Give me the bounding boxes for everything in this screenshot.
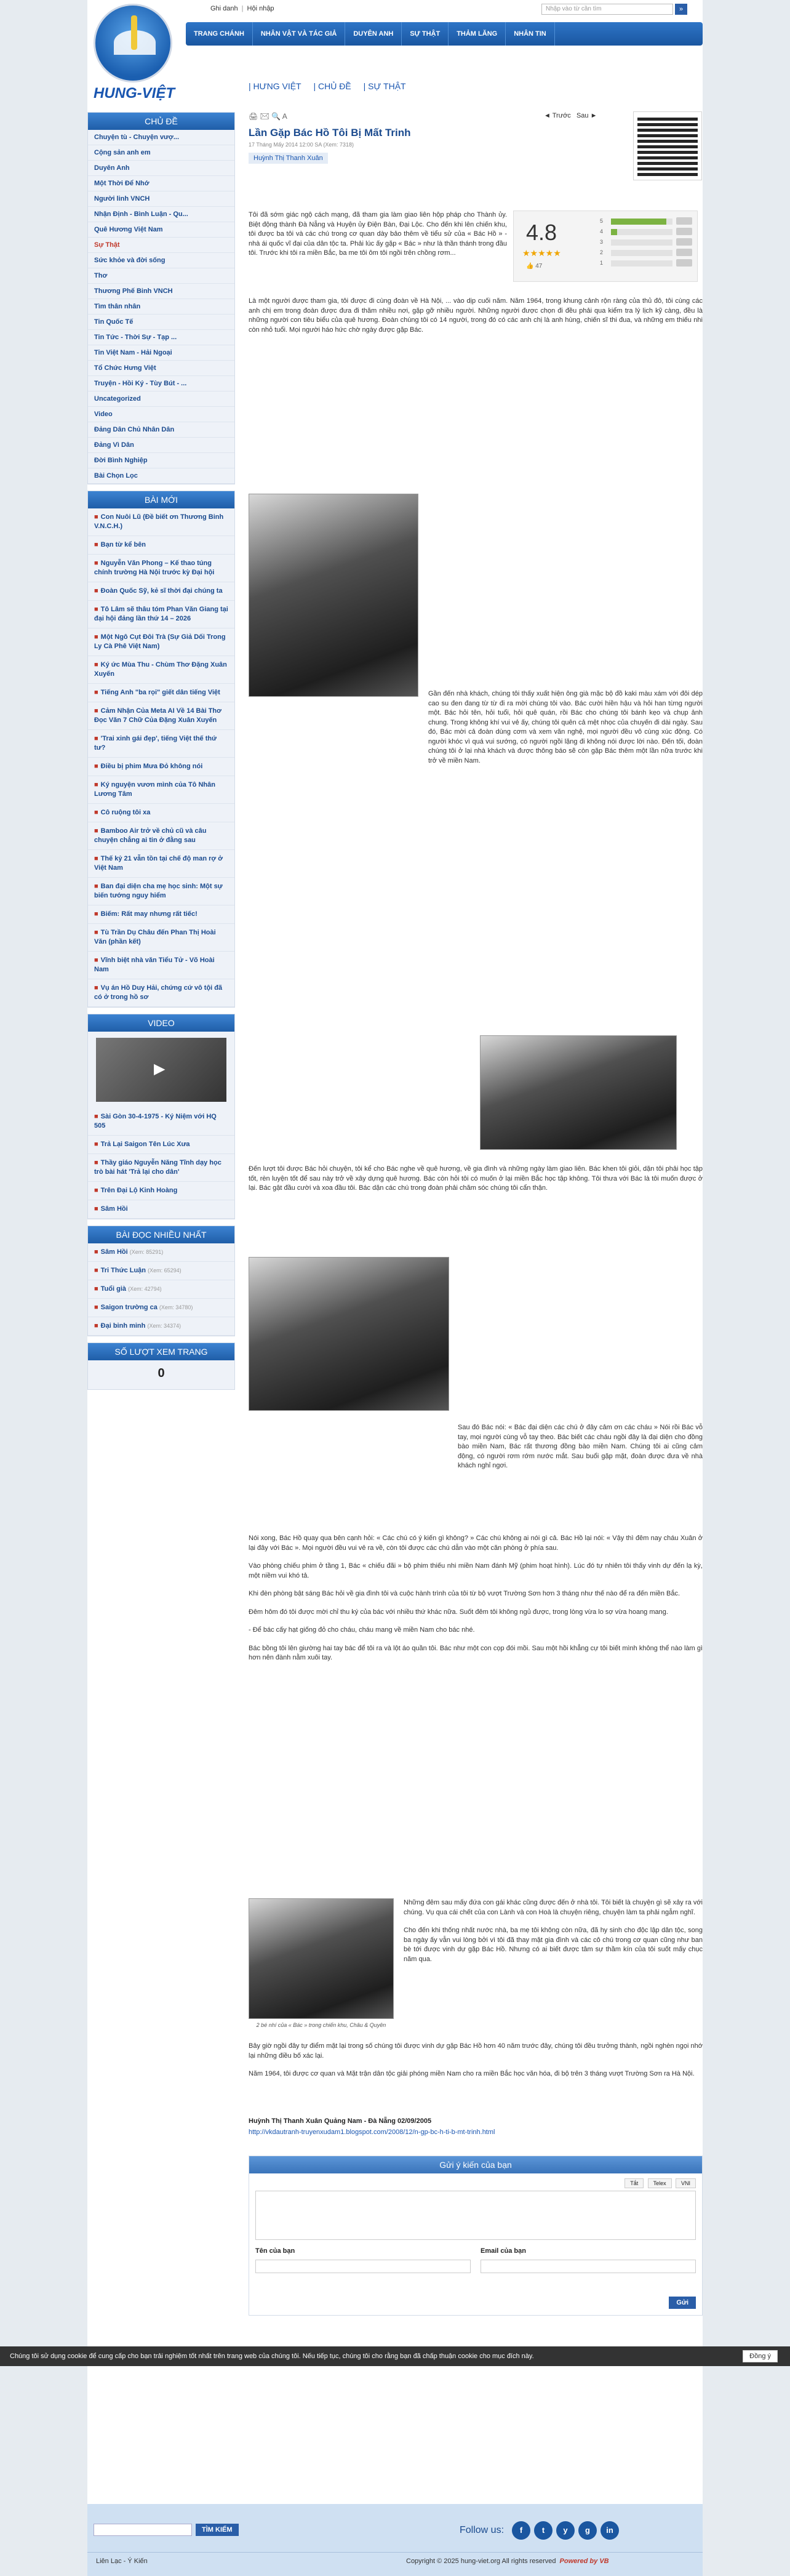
- sidebar-topic[interactable]: Bài Chọn Lọc: [88, 468, 234, 484]
- new-post-item[interactable]: ■ Vĩnh biệt nhà văn Tiểu Tử - Võ Hoài Nam: [88, 952, 234, 979]
- new-post-item[interactable]: ■ Tù Trần Dụ Châu đến Phan Thị Hoài Văn (phần kết): [88, 924, 234, 952]
- photo-caption: 2 bé nhí của « Bác » trong chiến khu, Châu & Quyên: [256, 2022, 386, 2028]
- article-meta: 17 Tháng Mấy 2014 12:00 SA (Xem: 7318): [249, 142, 354, 148]
- name-field[interactable]: [255, 2260, 471, 2273]
- rating-count: 👍 47: [526, 263, 543, 270]
- sidebar-topic[interactable]: Uncategorized: [88, 391, 234, 407]
- new-post-item[interactable]: ■ Nguyễn Văn Phong – Kế thao túng chính trường Hà Nội trước kỳ Đại hội: [88, 555, 234, 582]
- source-author: Huỳnh Thị Thanh Xuân Quảng Nam - Đà Nẵng 02/09/2005: [249, 2117, 432, 2125]
- nav-home[interactable]: TRANG CHÁNH: [186, 22, 253, 46]
- new-post-item[interactable]: ■ Bạn từ kể bên: [88, 536, 234, 555]
- video-box: [87, 1014, 235, 1219]
- video-item[interactable]: ■ Sài Gòn 30-4-1975 - Ký Niệm với HQ 505: [88, 1108, 234, 1136]
- video-item[interactable]: ■ Trên Đại Lộ Kinh Hoàng: [88, 1182, 234, 1200]
- breadcrumb-item[interactable]: | SỰ THẬT: [363, 81, 406, 91]
- linkedin-icon[interactable]: in: [600, 2521, 619, 2540]
- sidebar-topic[interactable]: Một Thời Để Nhớ: [88, 176, 234, 191]
- new-post-item[interactable]: ■ Vụ án Hồ Duy Hải, chứng cứ vô tội đã có ở trong hồ sơ: [88, 979, 234, 1007]
- login-link[interactable]: Hội nhập: [247, 5, 274, 12]
- article-photo: [249, 494, 418, 697]
- article-paragraph: Là một người được tham gia, tôi được đi cùng đoàn về Hà Nội, ... vào dịp cuối năm. Năm 1964, trong khung cảnh rộn ràng của thủ đô, tôi cùng các anh chị em trong đoàn được đưa đi thăm nhiều nơi, gặp gỡ nhiều người. Những người được chọn đi đều phải qua kiểm tra lý lịch kỹ càng, đều là những người con tiêu biểu của quê hương. Đoàn chúng tôi có 14 người, trong đó có các anh chị là anh hùng, chiến sĩ thi đua, và những em thiếu nhi còn nhỏ tuổi. Mọi người háo hức chờ ngày được gặp Bác.: [249, 297, 703, 334]
- search-input[interactable]: Nhập vào từ cần tìm: [541, 4, 673, 15]
- bullet-icon: ■: [94, 560, 98, 567]
- new-post-item[interactable]: ■ Đoàn Quốc Sỹ, kẻ sĩ thời đại chúng ta: [88, 582, 234, 601]
- nav-messages[interactable]: NHÂN TIN: [506, 22, 555, 46]
- article-paragraph: Nói xong, Bác Hồ quay qua bên cạnh hỏi: « Các chú có ý kiến gì không? » Các chú không ai nói gì cả. Bác Hồ lại nói: « Vậy thì đêm nay cháu Xuân ở lại đây với Bác ». Mọi người đều vui vẻ ra về, còn tôi được các chú dẫn vào một căn phòng ở phía sau. Vào phòng chiếu phim ở tầng 1, Bác « chiếu đãi » bộ phim thiếu nhi miền Nam đánh Mỹ (phim hoạt hình). Lúc đó tự nhiên tôi thấy vinh dự đến lạ kỳ, một niềm vui khó tả. Khi đèn phòng bật sáng Bác hỏi về gia đình tôi và cuộc hành trình của tôi từ bộ vượt Trường Sơn hơn 3 tháng như thế nào để ra đến miền Bắc. Đêm hôm đó tôi được mời chỉ thu ký của bác với nhiều thứ khác nữa. Suốt đêm tôi không ngủ được, trong lòng vừa lo sợ vừa hoang mang. - Để bác cấy hạt giống đỏ cho cháu, cháu mang về miền Nam cho bác nhé. Bác bồng tôi lên giường hai tay bác để tôi ra và lột áo quần tôi. Bác như một con cọp đói mồi. Sau một hồi khẳng cự tôi biết mình không thể nào làm gì hơn nên đành nằm xuôi tay.: [249, 1535, 703, 1661]
- article-title: Lần Gặp Bác Hồ Tôi Bị Mất Trinh: [249, 127, 411, 138]
- email-label: Email của bạn: [481, 2247, 526, 2255]
- popular-item[interactable]: ■ Tuổi già (Xem: 42794): [88, 1280, 234, 1299]
- google-icon[interactable]: g: [578, 2521, 597, 2540]
- new-post-item[interactable]: ■ Cảm Nhận Của Meta AI Về 14 Bài Thơ Đọc Văn 7 Chữ Của Đặng Xuân Xuyến: [88, 702, 234, 730]
- bullet-icon: ■: [94, 929, 98, 936]
- sidebar-topic[interactable]: Quê Hương Việt Nam: [88, 222, 234, 238]
- footer-search-button[interactable]: TÌM KIẾM: [196, 2524, 239, 2536]
- video-thumbnail[interactable]: [96, 1038, 226, 1102]
- popular-item[interactable]: ■ Saigon trường ca (Xem: 34780): [88, 1299, 234, 1317]
- breadcrumb-item[interactable]: | HƯNG VIỆT: [249, 81, 301, 91]
- article-paragraph: Đến lượt tôi được Bác hỏi chuyện, tôi kể cho Bác nghe về quê hương, về gia đình và những ngày làm giao liên. Bác khen tôi giỏi, dặn tôi phải học tập tốt, rèn luyện tốt để sau này trở về xây dựng quê hương. Bác còn hỏi tôi có muốn ở lại miền Bắc học tập không. Tôi thưa với Bác là tôi muốn được ở lại. Bác gật đầu cười và xoa đầu tôi. Bác dặn các chú trong đoàn phải chăm sóc chúng tôi cẩn thận.: [249, 1165, 703, 1192]
- bullet-icon: ■: [94, 883, 98, 890]
- bullet-icon: ■: [94, 541, 98, 548]
- bullet-icon: ■: [94, 984, 98, 992]
- register-link[interactable]: Ghi danh: [210, 5, 238, 12]
- sidebar: [87, 112, 235, 1396]
- new-post-item[interactable]: ■ Biếm: Rất may nhưng rất tiếc!: [88, 905, 234, 924]
- cookie-text: Chúng tôi sử dụng cookie để cung cấp cho bạn trải nghiệm tốt nhất trên trang web của chúng tôi. Nếu tiếp tục, chúng tôi cho rằng bạn đã chấp thuận cookie cho mục đích này.: [10, 2353, 534, 2360]
- rate-button[interactable]: [676, 238, 692, 246]
- popular-item[interactable]: ■ Tri Thức Luận (Xem: 65294): [88, 1262, 234, 1280]
- rating-stars[interactable]: ★★★★★: [522, 248, 561, 258]
- sidebar-topic[interactable]: Sức khỏe và đời sống: [88, 253, 234, 268]
- copyright: Copyright © 2025 hung-viet.org All rights reserved Powered by VB: [406, 2558, 609, 2565]
- topics-title: CHỦ ĐỀ: [88, 113, 234, 130]
- new-post-item[interactable]: ■ Một Ngô Cụt Đôi Trà (Sự Giả Dối Trong Ly Cà Phê Việt Nam): [88, 628, 234, 656]
- source-link[interactable]: http://vkdautranh-truyenxudam1.blogspot.com/2008/12/n-gp-bc-h-ti-b-mt-trinh.html: [249, 2129, 495, 2136]
- nav-truth[interactable]: SỰ THẬT: [402, 22, 449, 46]
- next-article-link[interactable]: Sau ►: [576, 112, 597, 119]
- new-post-item[interactable]: ■ Con Nuôi Lũ (Đề biết ơn Thương Binh V.N.C.H.): [88, 508, 234, 536]
- sidebar-topic[interactable]: Tổ Chức Hưng Việt: [88, 361, 234, 376]
- sidebar-topic[interactable]: Người linh VNCH: [88, 191, 234, 207]
- bullet-icon: ■: [94, 809, 98, 816]
- bullet-icon: ■: [94, 1159, 98, 1166]
- topics-menu: [88, 130, 234, 484]
- nav-duyen-anh[interactable]: DUYÊN ANH: [345, 22, 402, 46]
- nav-characters[interactable]: NHÂN VẬT VÀ TÁC GIẢ: [253, 22, 345, 46]
- video-item[interactable]: ■ Trả Lại Saigon Tên Lúc Xưa: [88, 1136, 234, 1154]
- top-links: Ghi danh | Hội nhập: [210, 5, 274, 12]
- topics-box: [87, 112, 235, 484]
- page: [87, 0, 703, 2576]
- sidebar-topic[interactable]: Đời Bình Nghiệp: [88, 453, 234, 468]
- sidebar-topic[interactable]: Thương Phế Binh VNCH: [88, 284, 234, 299]
- bullet-icon: ■: [94, 827, 98, 835]
- new-post-item[interactable]: ■ Điều bị phim Mưa Đỏ không nói: [88, 758, 234, 776]
- sidebar-topic[interactable]: Tin Quốc Tế: [88, 315, 234, 330]
- bullet-icon: ■: [94, 1267, 98, 1274]
- rating-bar: 3: [600, 238, 692, 247]
- bullet-icon: ■: [94, 707, 98, 715]
- nav-massacre[interactable]: THẢM LĂNG: [449, 22, 506, 46]
- footer-search-input[interactable]: [94, 2524, 192, 2536]
- new-post-item[interactable]: ■ 'Trai xinh gái đẹp', tiếng Việt thế thứ tư?: [88, 730, 234, 758]
- search-button[interactable]: »: [675, 4, 687, 15]
- twitter-icon[interactable]: t: [534, 2521, 553, 2540]
- input-off-button[interactable]: Tắt: [624, 2178, 644, 2188]
- popular-title: BÀI ĐỌC NHIỀU NHẤT: [88, 1226, 234, 1243]
- article-pager: [544, 112, 597, 119]
- logo-text: HUNG-VIỆT: [94, 85, 175, 102]
- rate-button[interactable]: [676, 228, 692, 235]
- article-tools[interactable]: 🖨 ✉ 🔍 A: [249, 112, 287, 121]
- rating-bars: [600, 217, 692, 270]
- popular-item[interactable]: ■ Sâm Hồi (Xem: 85291): [88, 1243, 234, 1262]
- rating-bar: 2: [600, 249, 692, 257]
- sidebar-topic[interactable]: Chuyện tù - Chuyện vượ...: [88, 130, 234, 145]
- bullet-icon: ■: [94, 606, 98, 613]
- article-paragraph: Tôi đã sớm giác ngộ cách mạng, đã tham gia làm giao liên hộp pháp cho Thành ủy. Biệt động thành Đà Nẵng và Huyện ủy Điện Bàn, Đại Lộc. Cho đến khi lên chiến khu, tôi được ba tôi và các chú trong cơ quan dày bảo thêm về tiểu sử của « Bác Hồ » - nhà ái quốc vĩ đại của dân tộc ta. Phải lúc ấy gặp « Bác » như là thần thánh trong đầu tôi. Trước khi tôi ra miền Bắc, ba me tôi ôm tôi ngồi trên chồng rơm...: [249, 211, 507, 257]
- footer: [87, 2504, 703, 2576]
- article-paragraph: Sau đó Bác nói: « Bác đại diện các chú ở đây cảm ơn các cháu » Nói rồi Bác vỗ tay, mọi người cùng vỗ tay theo. Bác biết các cháu ngồi đây là đại diện cho đồng bào miền Nam, Bác rất thương đồng bào miền Nam. Chúng tôi ai cũng cảm động, có người rơm rớm nước mắt. Sau buổi gặp mặt, đoàn được đưa về nhà khách nghỉ ngơi.: [458, 1424, 703, 1469]
- sidebar-topic[interactable]: Truyện - Hồi Ký - Tùy Bút - ...: [88, 376, 234, 391]
- bullet-icon: ■: [94, 633, 98, 641]
- rating-score: 4.8: [526, 220, 557, 245]
- new-post-item[interactable]: ■ Tiếng Anh "ba rọi" giết dân tiếng Việt: [88, 684, 234, 702]
- author-link[interactable]: Huỳnh Thị Thanh Xuân: [249, 153, 328, 164]
- new-posts-list: [88, 508, 234, 1007]
- sidebar-topic[interactable]: Sự Thật: [88, 238, 234, 253]
- input-vni-button[interactable]: VNI: [676, 2178, 696, 2188]
- article-source: [249, 2117, 495, 2136]
- rate-button[interactable]: [676, 249, 692, 256]
- bullet-icon: ■: [94, 1113, 98, 1120]
- bullet-icon: ■: [94, 587, 98, 595]
- prev-article-link[interactable]: ◄ Trước: [544, 112, 571, 119]
- bullet-icon: ■: [94, 763, 98, 770]
- bullet-icon: ■: [94, 689, 98, 696]
- breadcrumb-item[interactable]: | CHỦ ĐỀ: [313, 81, 351, 91]
- bullet-icon: ■: [94, 735, 98, 742]
- input-method-toolbar: [623, 2178, 696, 2188]
- video-title: VIDEO: [88, 1014, 234, 1032]
- visitors-title: SỐ LƯỢT XEM TRANG: [88, 1343, 234, 1360]
- sidebar-topic[interactable]: Video: [88, 407, 234, 422]
- sidebar-topic[interactable]: Thơ: [88, 268, 234, 284]
- bullet-icon: ■: [94, 661, 98, 668]
- input-telex-button[interactable]: Telex: [648, 2178, 672, 2188]
- popular-box: [87, 1226, 235, 1336]
- popular-list: [88, 1243, 234, 1336]
- video-item[interactable]: ■ Sâm Hồi: [88, 1200, 234, 1219]
- article-photo: [249, 1898, 394, 2028]
- main-nav: [186, 22, 703, 46]
- new-post-item[interactable]: ■ Thế kỷ 21 vẫn tồn tại chế độ man rợ ở Việt Nam: [88, 850, 234, 878]
- new-post-item[interactable]: ■ Ban đại diện cha mẹ học sinh: Một sự biến tướng nguy hiểm: [88, 878, 234, 905]
- powered-by-logo: Powered by VB: [559, 2558, 609, 2565]
- bullet-icon: ■: [94, 957, 98, 964]
- visitors-box: [87, 1342, 235, 1390]
- sidebar-topic[interactable]: Cộng sản anh em: [88, 145, 234, 161]
- bullet-icon: ■: [94, 1187, 98, 1194]
- article-photo: [480, 1035, 677, 1150]
- visitor-counter: 0: [158, 1366, 165, 1380]
- site-logo[interactable]: [87, 0, 180, 110]
- logo-emblem-icon: [94, 4, 172, 82]
- article-photo: [249, 1257, 449, 1411]
- comment-textarea[interactable]: [255, 2191, 696, 2240]
- sidebar-topic[interactable]: Đảng Dân Chủ Nhân Dân: [88, 422, 234, 438]
- rate-button[interactable]: [676, 259, 692, 267]
- sidebar-topic[interactable]: Tìm thân nhân: [88, 299, 234, 315]
- sidebar-topic[interactable]: Nhận Định - Bình Luận - Qu...: [88, 207, 234, 222]
- new-post-item[interactable]: ■ Cô ruộng tôi xa: [88, 804, 234, 822]
- bullet-icon: ■: [94, 1304, 98, 1311]
- bullet-icon: ■: [94, 781, 98, 788]
- bullet-icon: ■: [94, 1285, 98, 1293]
- youtube-icon[interactable]: y: [556, 2521, 575, 2540]
- new-post-item[interactable]: ■ Tô Lâm sẽ thâu tóm Phan Văn Giang tại đại hội đảng lần thứ 14 – 2026: [88, 601, 234, 628]
- article-paragraph: Những đêm sau mấy đứa con gái khác cũng được đến ở nhà tôi. Tôi biết là chuyện gì sẽ xảy ra với chúng. Vụ qua cái chết của con Lành và con Hoà là chuyện riêng, chuyện làm ta phải ngẫm nghĩ. Cho đến khi thống nhất nước nhà, ba mẹ tôi không còn nữa, đã hy sinh cho độc lập dân tộc, song ba ngày ấy vẫn vui lòng bởi vì tôi đã thay mặt gia đình và các cô chú trong cơ quan cũng như ban bè tới được vinh dự gặp Bác Hồ. Nhưng có ai biết được tâm sự thầm kín của tôi suốt mấy chục năm qua.: [404, 1899, 703, 1963]
- bullet-icon: ■: [94, 1205, 98, 1213]
- popular-item[interactable]: ■ Đại binh minh (Xem: 34374): [88, 1317, 234, 1336]
- bullet-icon: ■: [94, 513, 98, 521]
- name-label: Tên của bạn: [255, 2247, 295, 2255]
- footer-bottom: [87, 2552, 703, 2569]
- video-item[interactable]: ■ Thầy giáo Nguyễn Năng Tĩnh dạy học trò bài hát 'Trả lại cho dân': [88, 1154, 234, 1182]
- bullet-icon: ■: [94, 1248, 98, 1256]
- sidebar-topic[interactable]: Đảng Vì Dân: [88, 438, 234, 453]
- video-list: [88, 1108, 234, 1219]
- cookie-banner: [0, 2346, 790, 2366]
- rating-bar: 5: [600, 217, 692, 226]
- sidebar-topic[interactable]: Duyên Anh: [88, 161, 234, 176]
- new-posts-title: BÀI MỚI: [88, 491, 234, 508]
- rating-bar: 1: [600, 259, 692, 268]
- breadcrumb: [249, 81, 416, 91]
- sidebar-topic[interactable]: Tin Việt Nam - Hải Ngoại: [88, 345, 234, 361]
- sidebar-topic[interactable]: Tin Tức - Thời Sự - Tạp ...: [88, 330, 234, 345]
- send-comment-button[interactable]: Gửi: [669, 2297, 696, 2309]
- follow-label: Follow us:: [460, 2525, 505, 2535]
- new-post-item[interactable]: ■ Bamboo Air trở về chủ cũ và câu chuyện chẳng ai tin ở đằng sau: [88, 822, 234, 850]
- qr-code-icon: [634, 112, 701, 180]
- facebook-icon[interactable]: f: [512, 2521, 530, 2540]
- rating-widget: [513, 211, 698, 282]
- bullet-icon: ■: [94, 1141, 98, 1148]
- article-paragraph: Gần đến nhà khách, chúng tôi thấy xuất hiện ông già mặc bộ đồ kaki màu xám với đôi dép cao su đen đang từ từ đi ra mời chúng tôi vào. Bác cười hiền hậu và hỏi han từng người một. Bác hỏi tên, hỏi tuổi, hỏi quê quán, rồi Bác cho chúng tôi bánh kẹo và chụp ảnh chung. Trong không khí vui vẻ ấy, chúng tôi quên cả mệt nhọc của chuyến đi dài ngày. Sau đó, Bác mời cả đoàn dùng cơm và xem văn nghệ, mọi người đều vô cùng xúc động. Có người khóc vì quá vui sướng, có người ngồi lặng đi không nói được lời nào. Đến tối, đoàn chúng tôi ở lại nhà khách và được thông báo sẽ còn gặp Bác thêm một lần nữa trước khi trở về miền Nam.: [428, 690, 703, 764]
- rating-bar: 4: [600, 228, 692, 236]
- rate-button[interactable]: [676, 217, 692, 225]
- bullet-icon: ■: [94, 910, 98, 918]
- new-post-item[interactable]: ■ Ký nguyện vươn mình của Tô Nhân Lương Tâm: [88, 776, 234, 804]
- contact-link[interactable]: Liên Lạc - Ý Kiến: [96, 2558, 148, 2565]
- article-paragraph: Bây giờ ngồi đây tự điểm mặt lại trong số chúng tôi được vinh dự gặp Bác Hồ hơn 40 năm trước đây, chúng tôi đều trưởng thành, ngồi nghèn ngọi nhớ lại những điều bố xác lại. Năm 1964, tôi được cơ quan và Mặt trận dân tộc giải phóng miền Nam cho ra miền Bắc học văn hóa, đi bộ trên 3 tháng vượt Trường Sơn ra Hà Nội.: [249, 2042, 703, 2077]
- cookie-accept-button[interactable]: Đồng ý: [743, 2350, 778, 2362]
- bullet-icon: ■: [94, 1322, 98, 1330]
- bullet-icon: ■: [94, 855, 98, 862]
- email-field[interactable]: [481, 2260, 696, 2273]
- comment-title: Gửi ý kiến của bạn: [249, 2156, 702, 2173]
- comment-form: [249, 2156, 703, 2316]
- new-posts-box: [87, 491, 235, 1008]
- new-post-item[interactable]: ■ Ký ức Mùa Thu - Chùm Thơ Đặng Xuân Xuyến: [88, 656, 234, 684]
